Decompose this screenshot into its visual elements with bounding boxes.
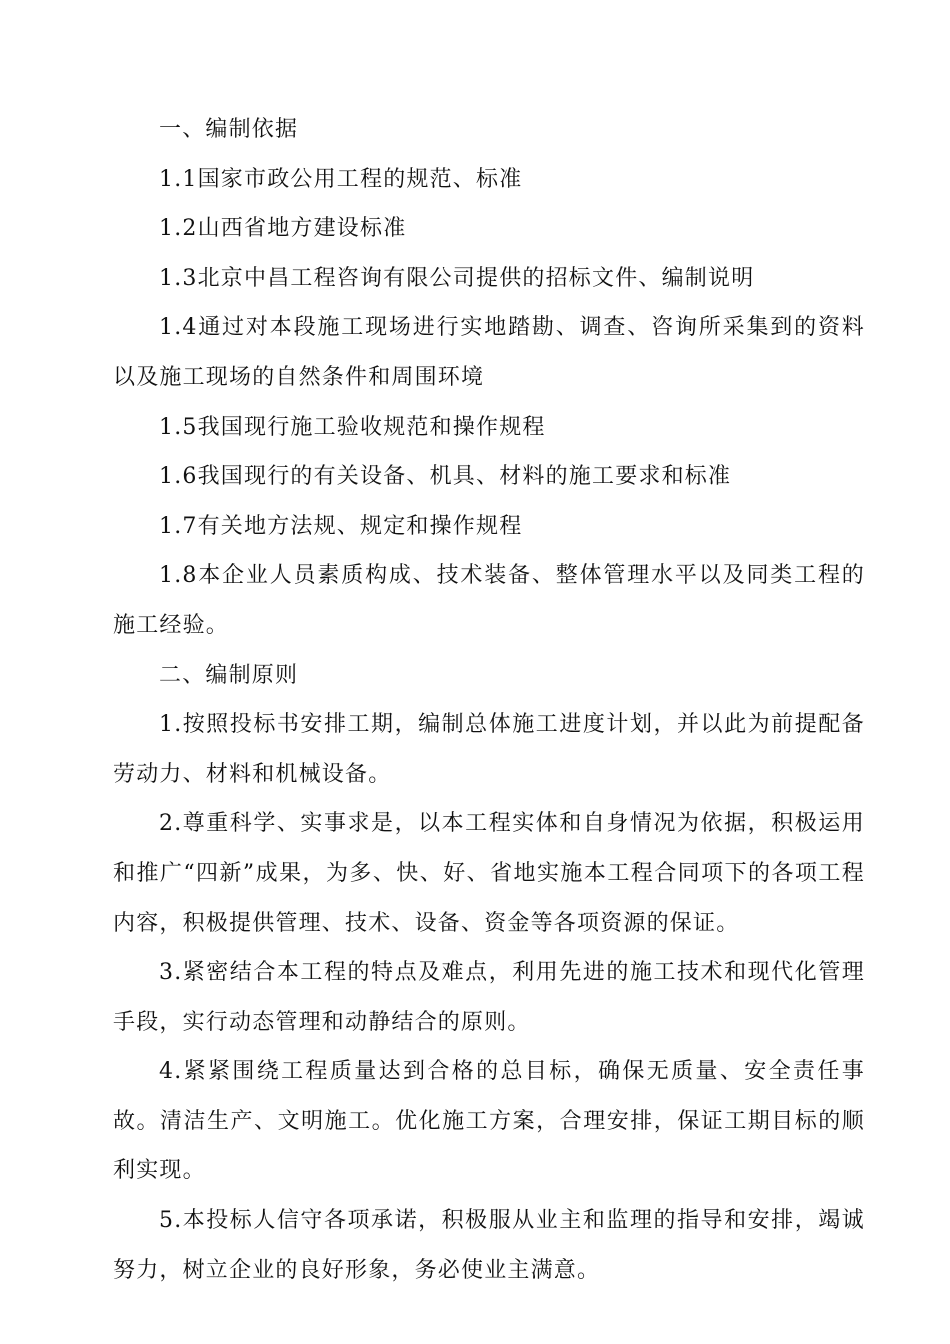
document-body <box>113 105 865 1295</box>
basis-item-1-4: 1.4通过对本段施工现场进行实地踏勘、调查、咨询所采集到的资料以及施工现场的自然条件和周围环境 <box>113 315 865 390</box>
basis-item-1-8: 1.8本企业人员素质构成、技术装备、整体管理水平以及同类工程的施工经验。 <box>113 563 865 638</box>
basis-item-1-5: 1.5我国现行施工验收规范和操作规程 <box>159 414 546 440</box>
principle-item-2: 2.尊重科学、实事求是，以本工程实体和自身情况为依据，积极运用和推广“四新”成果，为多、快、好、省地实施本工程合同项下的各项工程内容，积极提供管理、技术、设备、资金等各项资源的保证。 <box>113 811 865 936</box>
section-heading-basis: 一、编制依据 <box>159 117 299 142</box>
basis-item-1-6: 1.6我国现行的有关设备、机具、材料的施工要求和标准 <box>159 464 732 490</box>
basis-item-1-3: 1.3北京中昌工程咨询有限公司提供的招标文件、编制说明 <box>159 265 755 291</box>
basis-item-1-2: 1.2山西省地方建设标准 <box>159 216 407 242</box>
basis-item-1-1: 1.1国家市政公用工程的规范、标准 <box>159 166 523 192</box>
principle-item-1: 1.按照投标书安排工期，编制总体施工进度计划，并以此为前提配备劳动力、材料和机械设备。 <box>113 712 865 787</box>
principle-item-5: 5.本投标人信守各项承诺，积极服从业主和监理的指导和安排，竭诚努力，树立企业的良好形象，务必使业主满意。 <box>113 1208 865 1283</box>
section-heading-principles: 二、编制原则 <box>159 662 299 688</box>
principle-item-3: 3.紧密结合本工程的特点及难点，利用先进的施工技术和现代化管理手段，实行动态管理和动静结合的原则。 <box>113 960 865 1035</box>
basis-item-1-7: 1.7有关地方法规、规定和操作规程 <box>159 513 523 539</box>
principle-item-4: 4.紧紧围绕工程质量达到合格的总目标，确保无质量、安全责任事故。清洁生产、文明施工。优化施工方案，合理安排，保证工期目标的顺利实现。 <box>113 1059 865 1184</box>
